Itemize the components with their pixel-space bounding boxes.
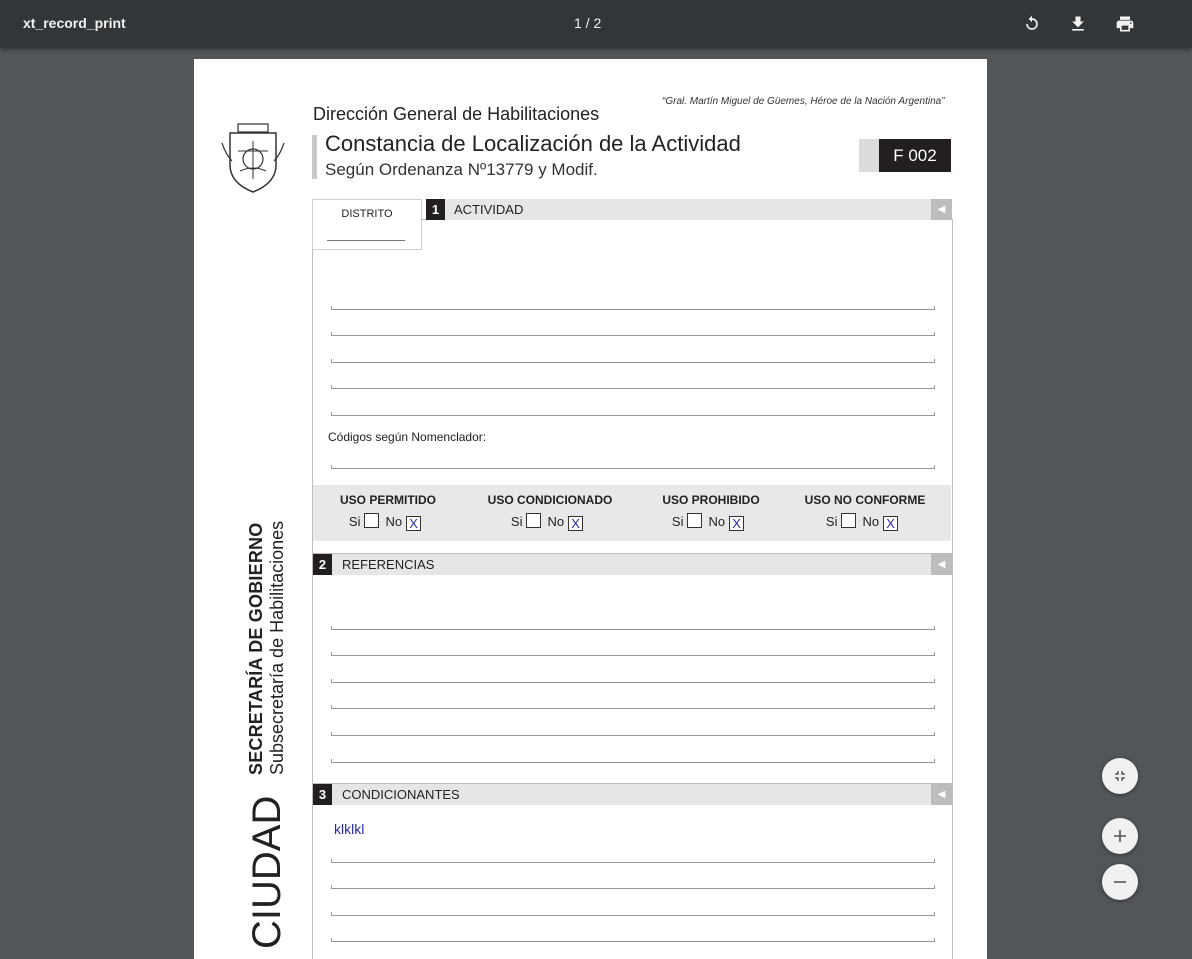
codigos-line[interactable]: [331, 465, 935, 469]
uso-permitido: [325, 493, 451, 531]
no-checkbox[interactable]: X: [406, 516, 421, 531]
section-number: 2: [313, 554, 332, 575]
side-subsecretaria-text: Subsecretaría de Habilitaciones: [267, 520, 287, 775]
no-label: No: [547, 514, 565, 529]
si-checkbox[interactable]: [364, 513, 379, 528]
zoom-out-icon: [1112, 874, 1128, 890]
motto-text: “Gral. Martín Miguel de Güemes, Héroe de la Nación Argentina”: [662, 96, 945, 107]
distrito-field[interactable]: [327, 240, 405, 241]
section-header-referencias: [313, 554, 952, 575]
si-checkbox[interactable]: [841, 513, 856, 528]
fit-to-page-icon: [1112, 768, 1128, 784]
uso-condicionado: [475, 493, 625, 531]
section-number: 3: [313, 784, 332, 805]
no-checkbox[interactable]: X: [568, 516, 583, 531]
city-crest-icon: [220, 121, 286, 193]
uso-prohibido: [646, 493, 776, 531]
actividad-line[interactable]: [331, 385, 935, 389]
condicionantes-line[interactable]: [331, 938, 935, 942]
uso-options-band: [313, 485, 951, 541]
no-label: No: [385, 514, 403, 529]
no-checkbox[interactable]: X: [729, 516, 744, 531]
distrito-box: [312, 199, 422, 250]
no-label: No: [708, 514, 726, 529]
si-checkbox[interactable]: [526, 513, 541, 528]
print-button[interactable]: [1113, 12, 1137, 36]
section-condicionantes-frame: [312, 783, 953, 959]
form-code-accent: [859, 139, 879, 172]
zoom-out-button[interactable]: [1102, 864, 1138, 900]
si-checkbox[interactable]: [687, 513, 702, 528]
section-header-condicionantes: [313, 784, 952, 805]
referencias-line[interactable]: [331, 759, 935, 763]
referencias-line[interactable]: [331, 626, 935, 630]
download-button[interactable]: [1066, 12, 1090, 36]
section-referencias-frame: [312, 553, 953, 785]
rotate-button[interactable]: [1020, 12, 1044, 36]
si-label: Si: [510, 514, 523, 529]
form-subtitle: Según Ordenanza Nº13779 y Modif.: [325, 160, 598, 179]
condicionantes-line[interactable]: [331, 912, 935, 916]
form-code: F 002: [879, 139, 951, 172]
document-title: xt_record_print: [23, 15, 126, 31]
title-accent-bar: [312, 135, 317, 179]
distrito-label: DISTRITO: [341, 208, 393, 220]
actividad-line[interactable]: [331, 332, 935, 336]
uso-title: USO PERMITIDO: [339, 493, 436, 507]
si-label: Si: [825, 514, 838, 529]
section-title: ACTIVIDAD: [454, 202, 524, 217]
uso-title: USO PROHIBIDO: [662, 493, 760, 507]
page-indicator: 1 / 2: [574, 15, 602, 31]
department-name: Dirección General de Habilitaciones: [313, 104, 600, 124]
actividad-line[interactable]: [331, 359, 935, 363]
side-city-text: CIUDAD: [245, 795, 289, 949]
download-icon: [1068, 14, 1088, 34]
condicionantes-value[interactable]: klklkl: [334, 821, 365, 837]
codigos-label: Códigos según Nomenclador:: [328, 430, 487, 444]
si-label: Si: [348, 514, 361, 529]
triangle-left-icon: ◀: [931, 554, 952, 575]
actividad-line[interactable]: [331, 306, 935, 310]
uso-title: USO CONDICIONADO: [487, 493, 613, 507]
si-label: Si: [671, 514, 684, 529]
form-title: Constancia de Localización de la Actividad: [325, 131, 741, 156]
referencias-line[interactable]: [331, 652, 935, 656]
condicionantes-line[interactable]: [331, 859, 935, 863]
side-secretaria-text: SECRETARÍA DE GOBIERNO: [246, 522, 266, 775]
referencias-line[interactable]: [331, 705, 935, 709]
section-title: REFERENCIAS: [342, 557, 435, 572]
referencias-line[interactable]: [331, 679, 935, 683]
condicionantes-line[interactable]: [331, 885, 935, 889]
zoom-in-button[interactable]: [1102, 818, 1138, 854]
no-checkbox[interactable]: X: [883, 516, 898, 531]
uso-no-conforme: [790, 493, 940, 531]
zoom-in-icon: [1112, 828, 1128, 844]
print-icon: [1115, 14, 1135, 34]
section-header-actividad: [426, 199, 952, 220]
triangle-left-icon: ◀: [931, 784, 952, 805]
referencias-line[interactable]: [331, 732, 935, 736]
actividad-line[interactable]: [331, 412, 935, 416]
section-title: CONDICIONANTES: [342, 787, 460, 802]
uso-title: USO NO CONFORME: [804, 493, 926, 507]
pdf-toolbar: [0, 0, 1192, 48]
pdf-page: [194, 59, 987, 959]
no-label: No: [862, 514, 880, 529]
fit-to-page-button[interactable]: [1102, 758, 1138, 794]
rotate-icon: [1022, 14, 1042, 34]
triangle-left-icon: ◀: [931, 199, 952, 220]
section-number: 1: [426, 199, 445, 220]
